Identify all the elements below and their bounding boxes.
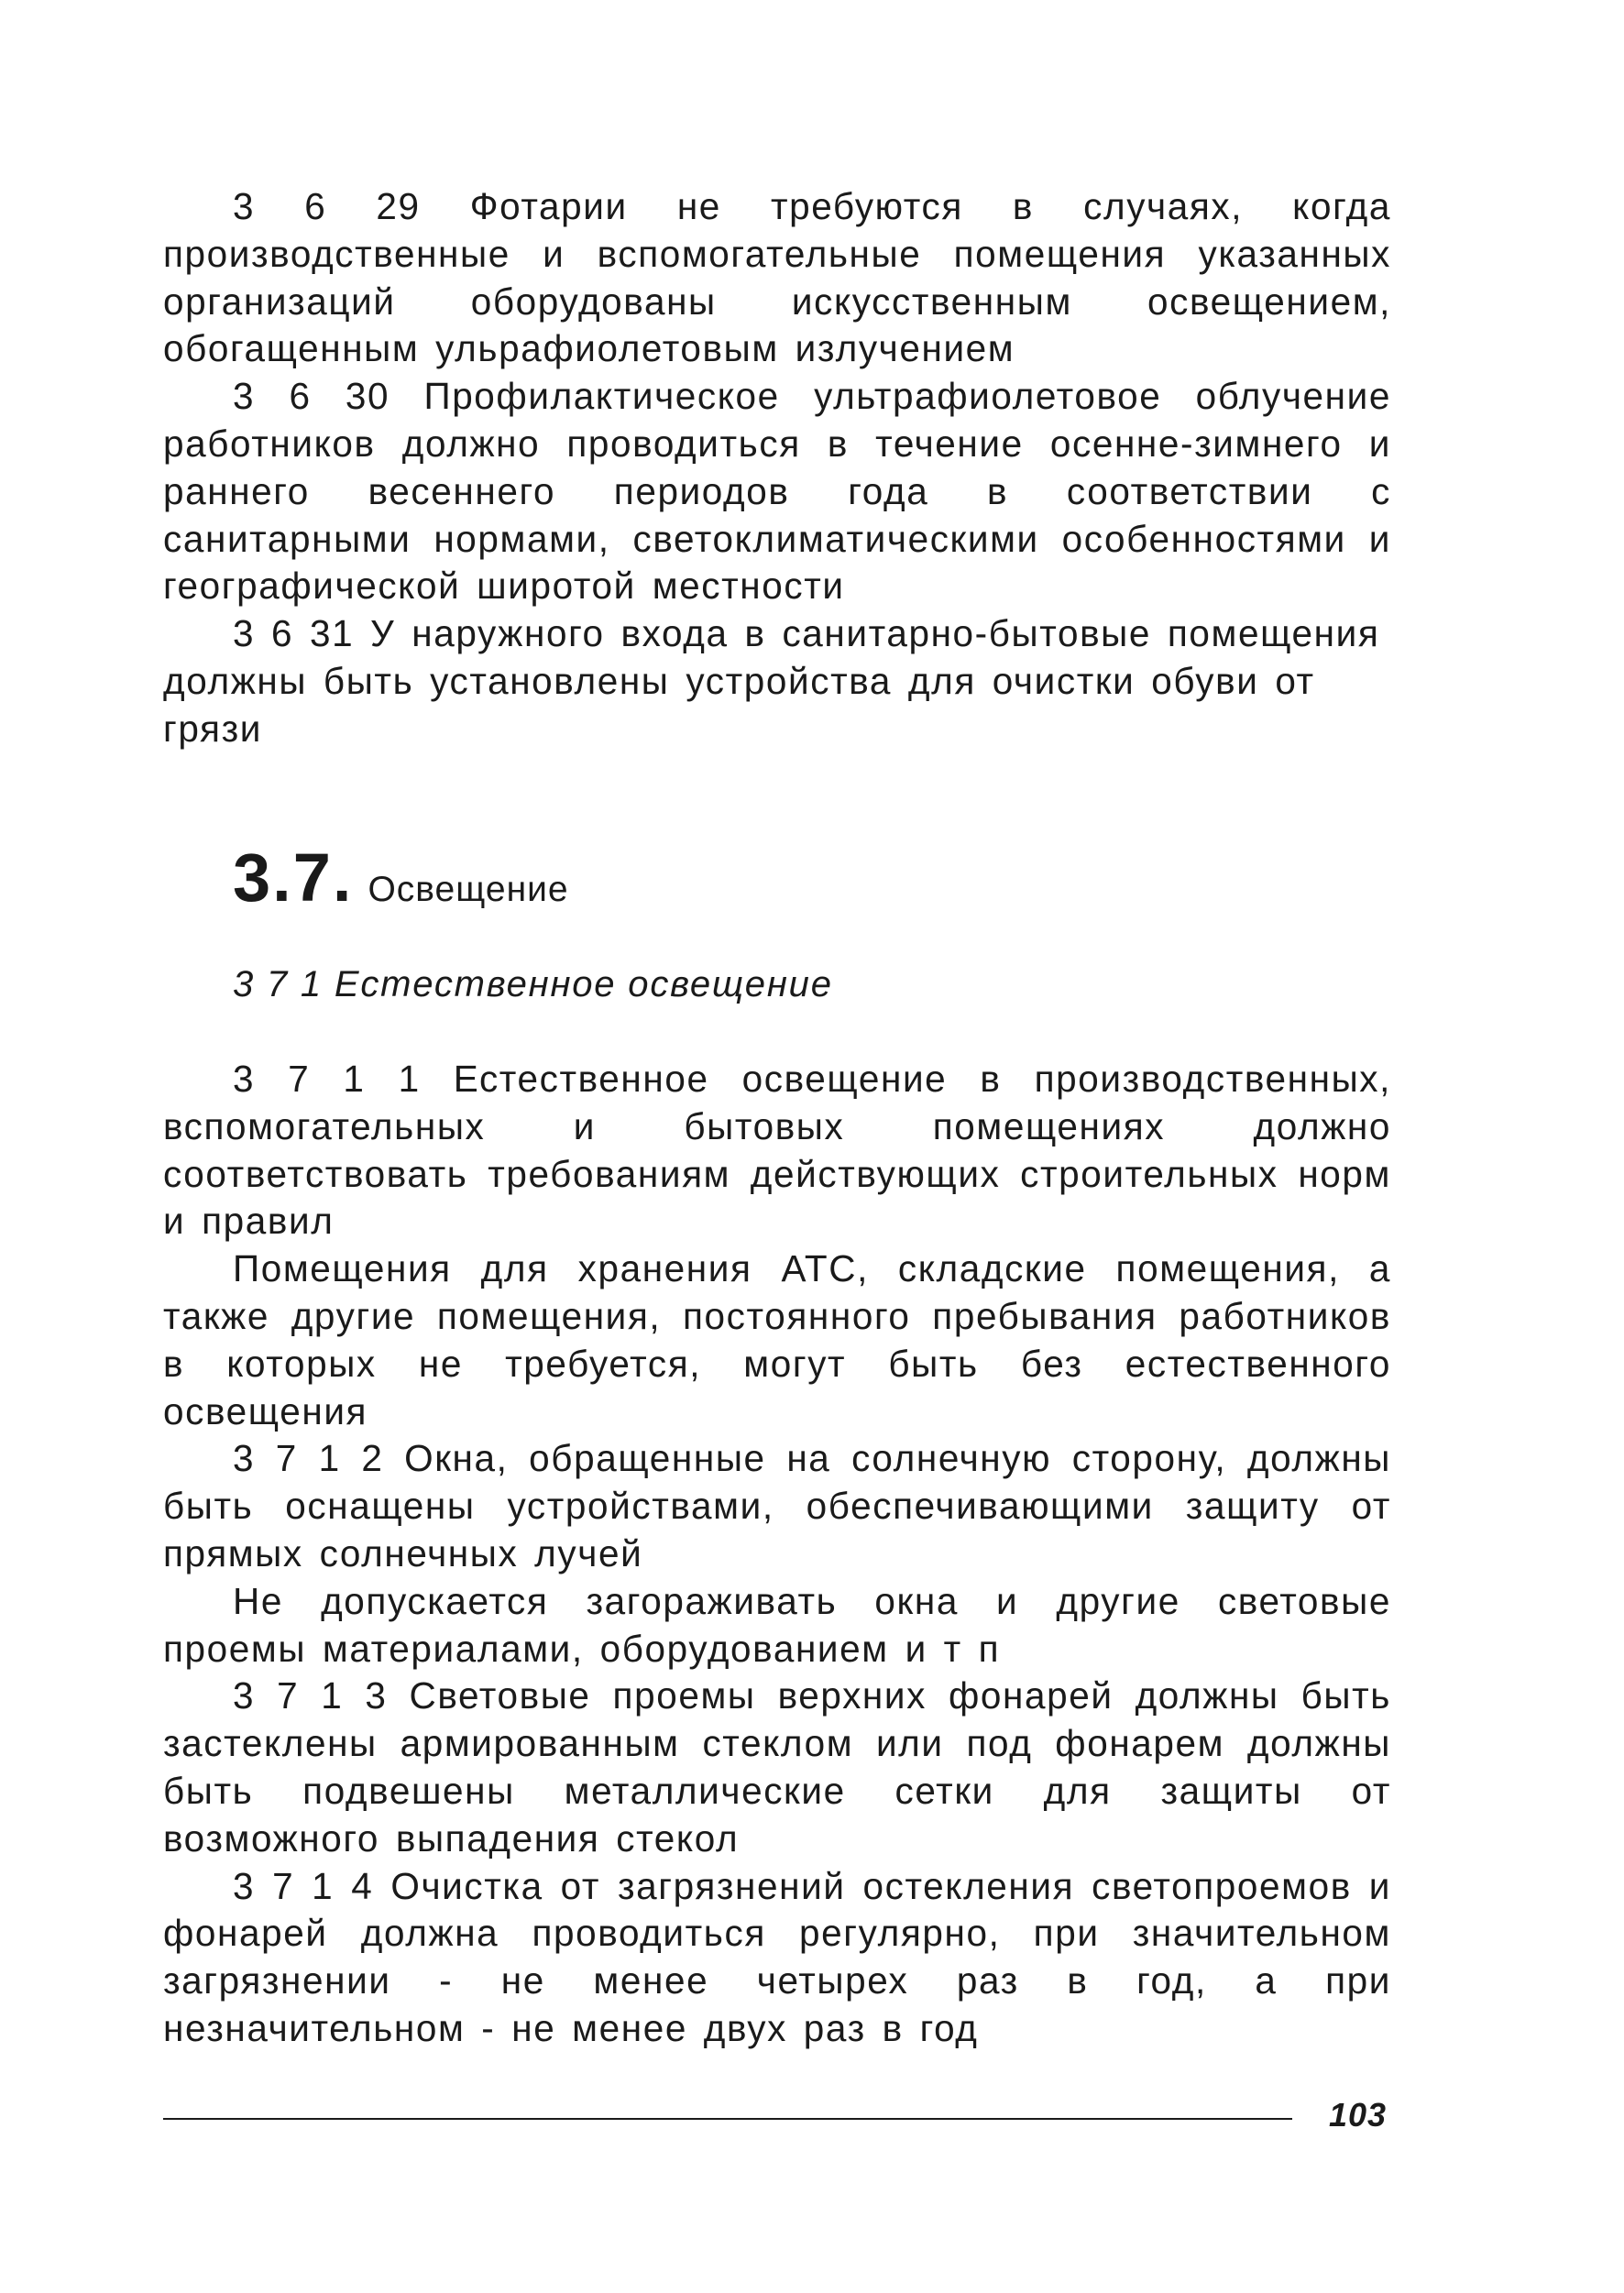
paragraph-3-7-1-4: 3 7 1 4 Очистка от загрязнений остекления светопроемов и фонарей должна проводиться регулярно, при значительном загрязнении - не менее четырех раз в год, а при незначительном - не менее двух раз в год — [163, 1864, 1391, 2049]
paragraph-3-6-31: 3 6 31 У наружного входа в санитарно-бытовые помещения должны быть установлены устройства для очистки обуви от грязи — [163, 612, 1380, 750]
page-number: 103 — [1329, 2096, 1388, 2134]
paragraph-window-obstruction: Не допускается загораживать окна и другие световые проемы материалами, оборудованием и т п — [163, 1579, 1391, 1670]
footer-rule — [163, 2118, 1292, 2120]
section-heading — [233, 839, 569, 916]
paragraph-3-7-1-2: 3 7 1 2 Окна, обращенные на солнечную сторону, должны быть оснащены устройствами, обеспечивающими защиту от прямых солнечных лучей — [163, 1437, 1391, 1574]
paragraph-3-7-1-3: 3 7 1 3 Световые проемы верхних фонарей должны быть застеклены армированным стеклом или под фонарем должны быть подвешены металлические сетки для защиты от возможного выпадения стекол — [163, 1674, 1391, 1860]
paragraph-storage-rooms: Помещения для хранения АТС, складские помещения, а также другие помещения, постоянного пребывания работников в которых не требуется, могут быть без естественного освещения — [163, 1247, 1391, 1432]
section-title: Освещение — [368, 870, 569, 909]
section-text-block — [163, 1056, 1391, 2053]
top-text-block — [163, 183, 1391, 753]
paragraph-3-6-30: 3 6 30 Профилактическое ультрафиолетовое облучение работников должно проводиться в течение осенне-зимнего и раннего весеннего периодов года в соответствии с санитарными нормами, светоклиматическими особенностями и географической широтой местности — [163, 375, 1391, 608]
section-number: 3.7. — [233, 839, 354, 916]
paragraph-3-7-1-1: 3 7 1 1 Естественное освещение в производственных, вспомогательных и бытовых помещениях должно соответствовать требованиям действующих строительных норм и правил — [163, 1058, 1391, 1243]
subsection-heading: 3 7 1 Естественное освещение — [233, 964, 833, 1004]
paragraph-3-6-29: 3 6 29 Фотарии не требуются в случаях, когда производственные и вспомогательные помещения указанных организаций оборудованы искусственным освещением, обогащенным ульрафиолетовым излучением — [163, 185, 1391, 370]
